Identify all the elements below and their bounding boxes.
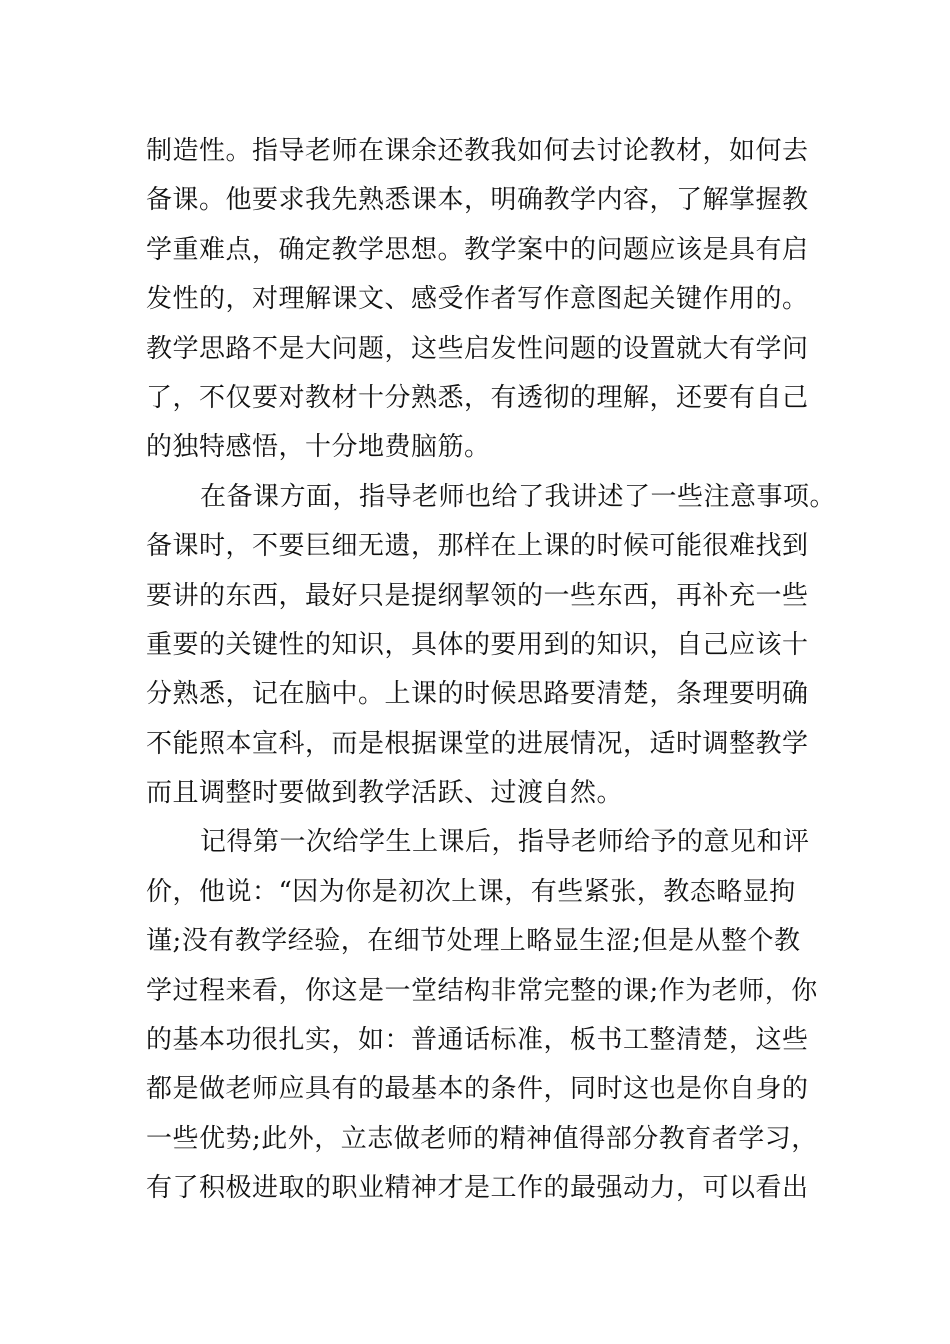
text-line-19: 的基本功很扎实，如：普通话标准，板书工整清楚，这些 xyxy=(146,1025,809,1056)
text-line-21: 一些优势;此外，立志做老师的精神值得部分教育者学习， xyxy=(146,1123,818,1154)
document-body xyxy=(146,127,836,1214)
text-line-22: 有了积极进取的职业精神才是工作的最强动力，可以看出 xyxy=(146,1173,809,1204)
text-line-13: 不能照本宣科，而是根据课堂的进展情况，适时调整教学 xyxy=(146,728,809,759)
text-line-14: 而且调整时要做到教学活跃、过渡自然。 xyxy=(146,778,624,809)
text-line-5: 教学思路不是大问题，这些启发性问题的设置就大有学问 xyxy=(146,333,809,364)
text-line-2: 备课。他要求我先熟悉课本，明确教学内容，了解掌握教 xyxy=(146,185,809,216)
text-line-1: 制造性。指导老师在课余还教我如何去讨论教材，如何去 xyxy=(146,136,809,166)
text-line-6: 了，不仅要对教材十分熟悉，有透彻的理解，还要有自己 xyxy=(146,382,809,413)
text-line-8: 在备课方面，指导老师也给了我讲述了一些注意事项。 xyxy=(200,481,837,512)
text-line-4: 发性的，对理解课文、感受作者写作意图起关键作用的。 xyxy=(146,284,809,315)
text-line-15: 记得第一次给学生上课后，指导老师给予的意见和评 xyxy=(200,827,810,858)
text-line-16: 价，他说：“因为你是初次上课，有些紧张，教态略显拘 xyxy=(146,876,796,907)
text-line-12: 分熟悉，记在脑中。上课的时候思路要清楚，条理要明确 xyxy=(146,679,809,710)
text-line-11: 重要的关键性的知识，具体的要用到的知识，自己应该十 xyxy=(146,629,809,660)
text-line-9: 备课时，不要巨细无遗，那样在上课的时候可能很难找到 xyxy=(146,531,809,562)
text-line-18: 学过程来看，你这是一堂结构非常完整的课;作为老师，你 xyxy=(146,975,818,1006)
text-line-17: 谨;没有教学经验，在细节处理上略显生涩;但是从整个教 xyxy=(146,926,801,957)
text-line-20: 都是做老师应具有的最基本的条件，同时这也是你自身的 xyxy=(146,1074,809,1105)
text-line-7: 的独特感悟，十分地费脑筋。 xyxy=(146,432,491,463)
text-line-3: 学重难点，确定教学思想。教学案中的问题应该是具有启 xyxy=(146,234,809,265)
text-line-10: 要讲的东西，最好只是提纲挈领的一些东西，再补充一些 xyxy=(146,580,809,611)
